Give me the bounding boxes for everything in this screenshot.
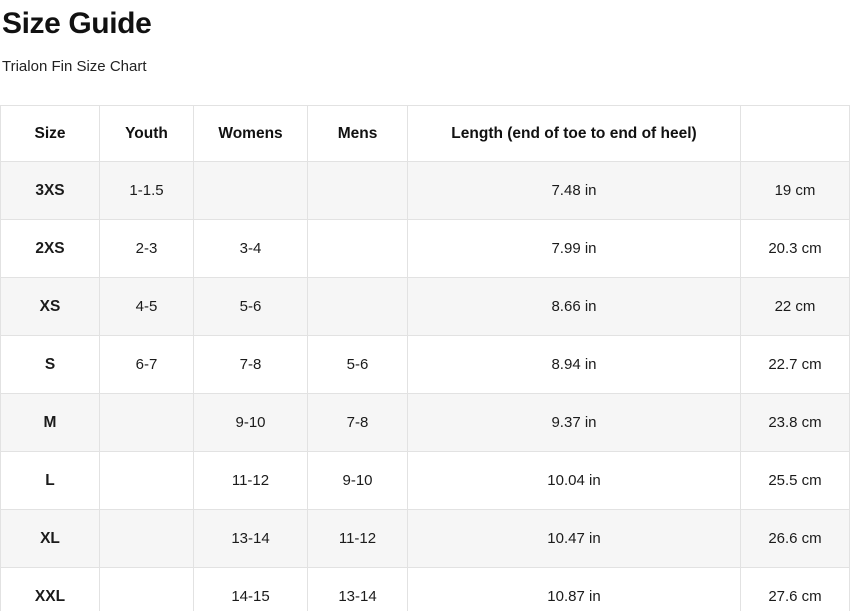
cell-youth (100, 452, 194, 510)
table-header (1, 106, 850, 162)
table-row (1, 220, 850, 278)
cell-womens: 3-4 (194, 220, 308, 278)
cell-size: 2XS (1, 220, 100, 278)
cell-length: 10.87 in (408, 568, 741, 611)
cell-womens: 5-6 (194, 278, 308, 336)
cell-size: 3XS (1, 162, 100, 220)
cell-youth: 2-3 (100, 220, 194, 278)
cell-size: XXL (1, 568, 100, 611)
cell-womens: 11-12 (194, 452, 308, 510)
table-row (1, 278, 850, 336)
cell-size: M (1, 394, 100, 452)
cell-womens: 7-8 (194, 336, 308, 394)
cell-size: S (1, 336, 100, 394)
cell-length: 10.47 in (408, 510, 741, 568)
page-title: Size Guide (2, 7, 152, 40)
cell-length: 8.66 in (408, 278, 741, 336)
cell-cm: 22 cm (741, 278, 850, 336)
cell-mens: 11-12 (308, 510, 408, 568)
column-header-size: Size (1, 106, 100, 162)
cell-womens (194, 162, 308, 220)
cell-size: XL (1, 510, 100, 568)
cell-cm: 20.3 cm (741, 220, 850, 278)
table-row (1, 452, 850, 510)
cell-mens (308, 278, 408, 336)
column-header-cm (741, 106, 850, 162)
cell-youth (100, 568, 194, 611)
table-header-row (1, 106, 850, 162)
cell-length: 8.94 in (408, 336, 741, 394)
cell-cm: 27.6 cm (741, 568, 850, 611)
table-row (1, 162, 850, 220)
column-header-youth: Youth (100, 106, 194, 162)
cell-length: 10.04 in (408, 452, 741, 510)
cell-cm: 26.6 cm (741, 510, 850, 568)
table-row (1, 336, 850, 394)
column-header-mens: Mens (308, 106, 408, 162)
table-row (1, 568, 850, 611)
cell-mens: 5-6 (308, 336, 408, 394)
cell-length: 9.37 in (408, 394, 741, 452)
cell-womens: 14-15 (194, 568, 308, 611)
cell-length: 7.99 in (408, 220, 741, 278)
size-chart-table (0, 105, 850, 611)
cell-length: 7.48 in (408, 162, 741, 220)
table-row (1, 510, 850, 568)
column-header-womens: Womens (194, 106, 308, 162)
cell-youth: 6-7 (100, 336, 194, 394)
cell-cm: 23.8 cm (741, 394, 850, 452)
cell-mens: 9-10 (308, 452, 408, 510)
cell-youth: 1-1.5 (100, 162, 194, 220)
cell-youth: 4-5 (100, 278, 194, 336)
cell-mens (308, 162, 408, 220)
cell-mens (308, 220, 408, 278)
cell-size: L (1, 452, 100, 510)
cell-mens: 13-14 (308, 568, 408, 611)
column-header-length: Length (end of toe to end of heel) (408, 106, 741, 162)
cell-womens: 9-10 (194, 394, 308, 452)
cell-mens: 7-8 (308, 394, 408, 452)
cell-youth (100, 394, 194, 452)
table-body (1, 162, 850, 611)
cell-cm: 19 cm (741, 162, 850, 220)
table-row (1, 394, 850, 452)
cell-cm: 25.5 cm (741, 452, 850, 510)
page-subtitle: Trialon Fin Size Chart (2, 58, 147, 75)
cell-youth (100, 510, 194, 568)
cell-womens: 13-14 (194, 510, 308, 568)
cell-size: XS (1, 278, 100, 336)
cell-cm: 22.7 cm (741, 336, 850, 394)
